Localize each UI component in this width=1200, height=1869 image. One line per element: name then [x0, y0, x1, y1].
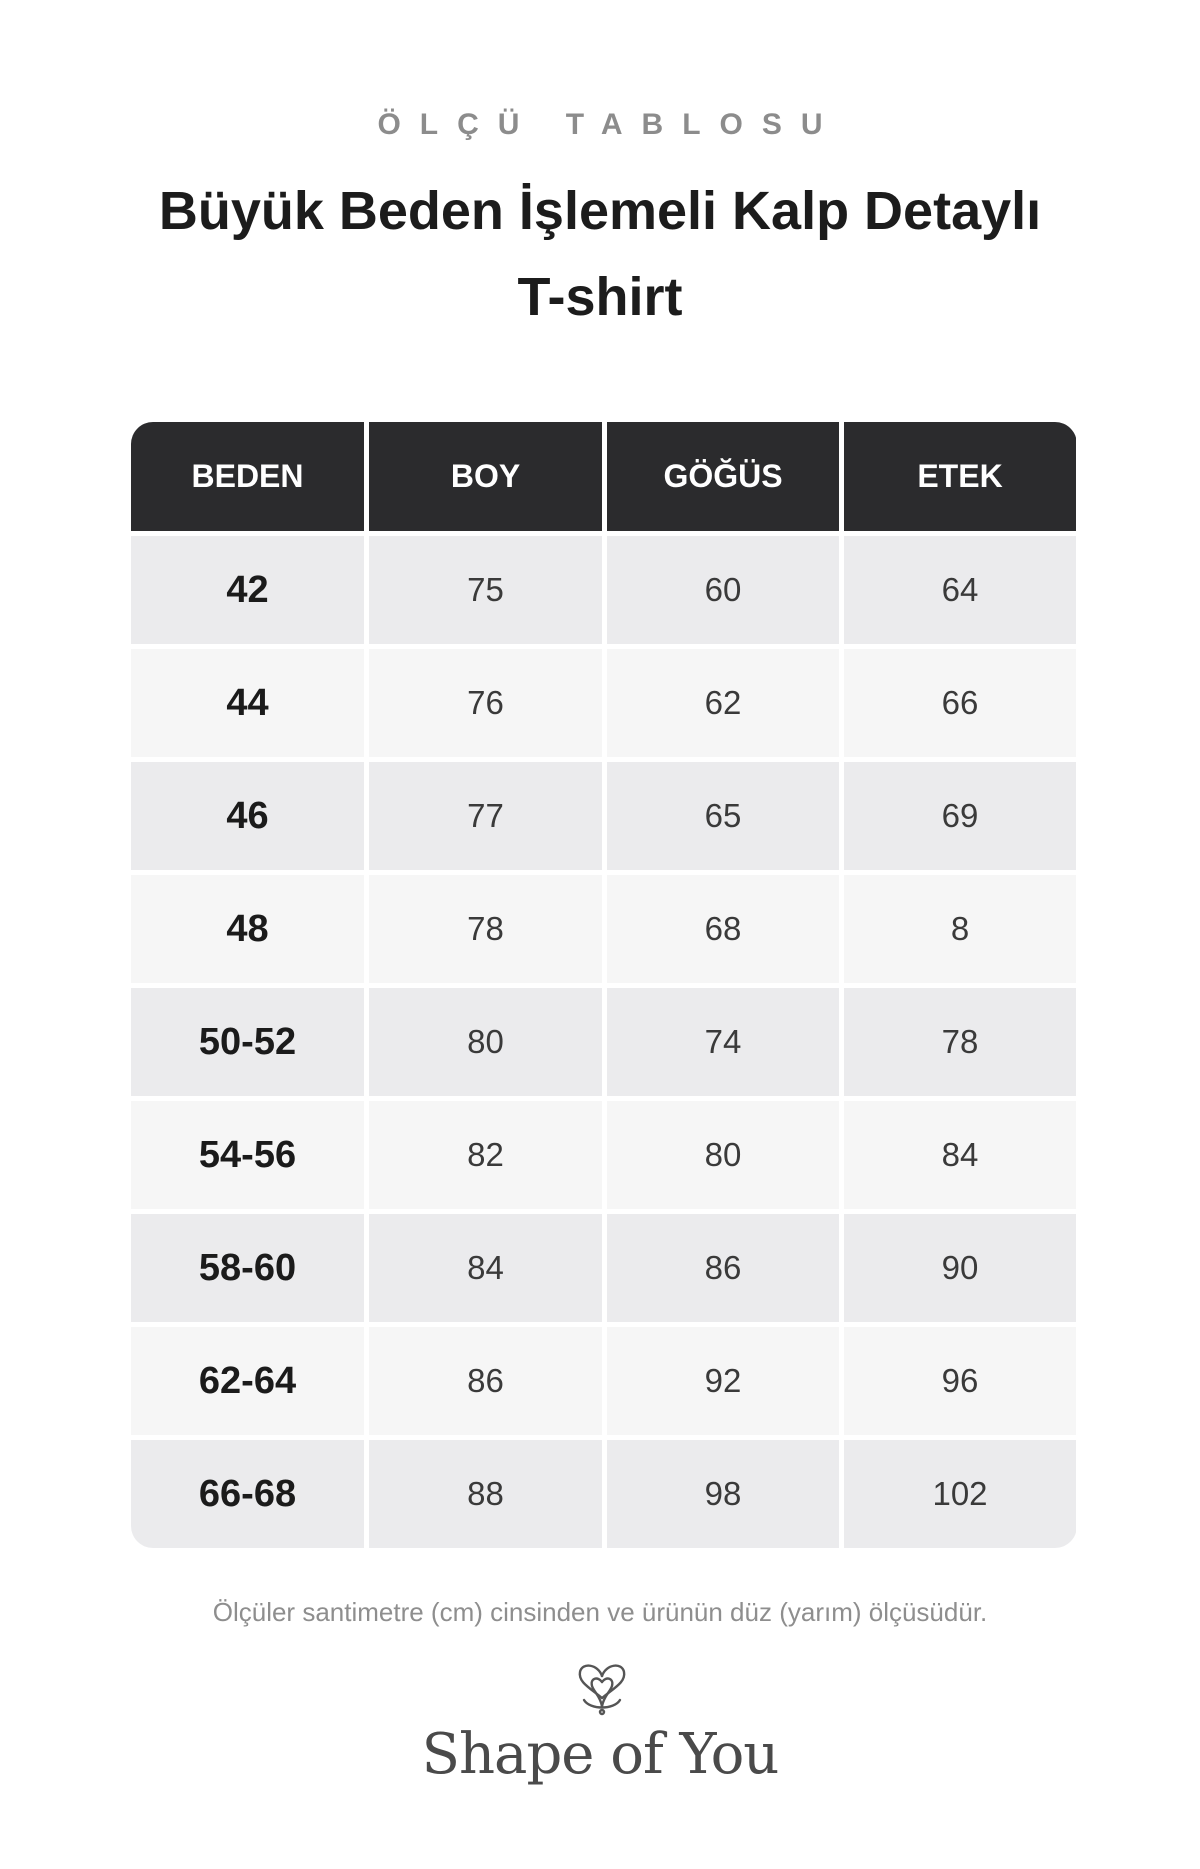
table-cell-etek: 102 [844, 1440, 1076, 1548]
table-cell-size: 58-60 [131, 1214, 364, 1322]
table-cell-boy: 75 [369, 536, 602, 644]
table-cell-size: 66-68 [131, 1440, 364, 1548]
table-cell-boy: 80 [369, 988, 602, 1096]
table-cell-etek: 78 [844, 988, 1076, 1096]
page-title: Büyük Beden İşlemeli Kalp Detaylı T-shirt [158, 181, 1042, 327]
table-cell-boy: 78 [369, 875, 602, 983]
table-cell-etek: 8 [844, 875, 1076, 983]
table-cell-size: 54-56 [131, 1101, 364, 1209]
table-cell-etek: 90 [844, 1214, 1076, 1322]
measurement-note: Ölçüler santimetre (cm) cinsinden ve ürünün düz (yarım) ölçüsüdür. [212, 1597, 988, 1627]
table-cell-boy: 84 [369, 1214, 602, 1322]
table-cell-boy: 77 [369, 762, 602, 870]
table-cell-gogus: 98 [607, 1440, 839, 1548]
table-cell-gogus: 60 [607, 536, 839, 644]
table-cell-boy: 82 [369, 1101, 602, 1209]
table-cell-gogus: 62 [607, 649, 839, 757]
table-cell-size: 46 [131, 762, 364, 870]
table-cell-size: 50-52 [131, 988, 364, 1096]
double-heart-icon [570, 1656, 634, 1716]
table-cell-size: 44 [131, 649, 364, 757]
table-cell-etek: 96 [844, 1327, 1076, 1435]
table-cell-gogus: 80 [607, 1101, 839, 1209]
column-header-etek: ETEK [844, 422, 1076, 531]
table-cell-size: 62-64 [131, 1327, 364, 1435]
table-cell-gogus: 68 [607, 875, 839, 983]
table-cell-boy: 76 [369, 649, 602, 757]
brand-logo: Shape of You [421, 1722, 779, 1787]
table-cell-size: 42 [131, 536, 364, 644]
table-cell-etek: 69 [844, 762, 1076, 870]
table-cell-etek: 64 [844, 536, 1076, 644]
table-cell-gogus: 65 [607, 762, 839, 870]
column-header-gogus: GÖĞÜS [607, 422, 839, 531]
table-cell-etek: 84 [844, 1101, 1076, 1209]
column-header-boy: BOY [369, 422, 602, 531]
table-cell-boy: 88 [369, 1440, 602, 1548]
table-cell-size: 48 [131, 875, 364, 983]
table-cell-etek: 66 [844, 649, 1076, 757]
table-cell-gogus: 74 [607, 988, 839, 1096]
table-cell-gogus: 92 [607, 1327, 839, 1435]
table-cell-gogus: 86 [607, 1214, 839, 1322]
table-cell-boy: 86 [369, 1327, 602, 1435]
column-header-beden: BEDEN [131, 422, 364, 531]
eyebrow-label: ÖLÇÜ TABLOSU [377, 108, 842, 141]
size-chart-table [131, 422, 1077, 1548]
